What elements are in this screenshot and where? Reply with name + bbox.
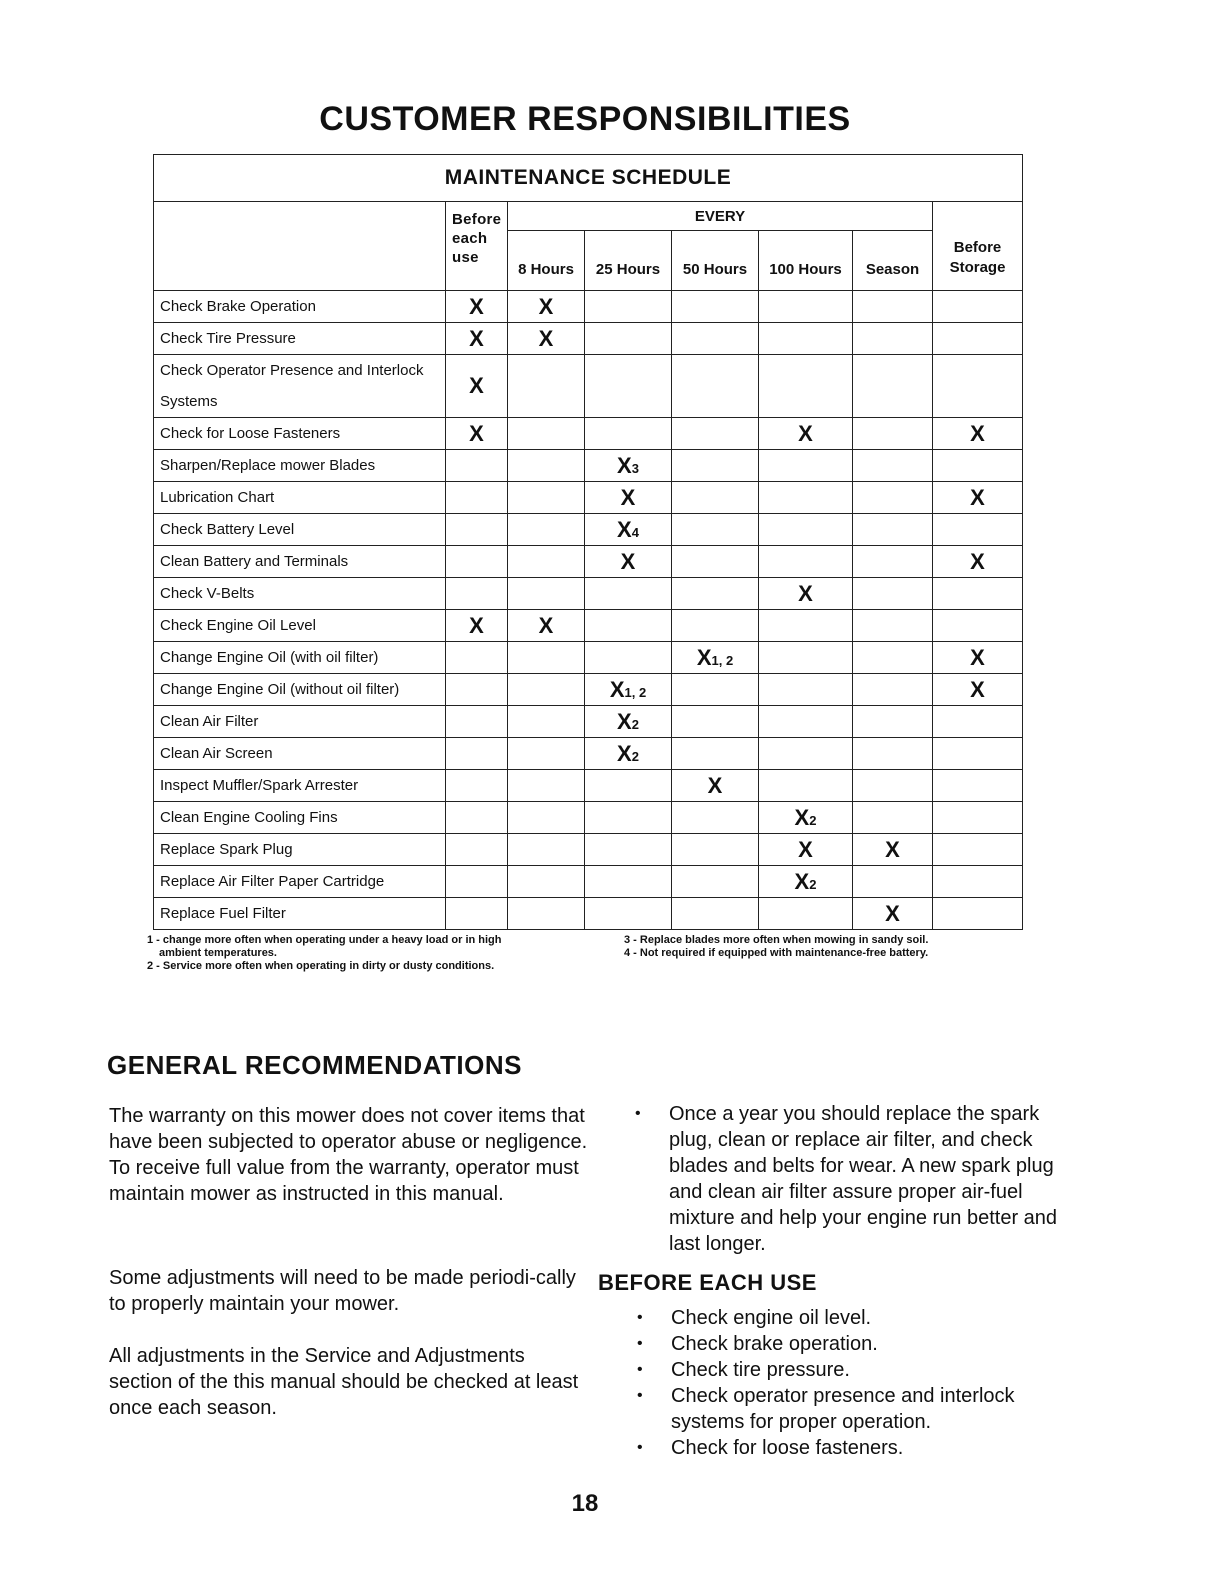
interval-header-25-hours: 25 Hours [585, 231, 672, 291]
schedule-mark [672, 610, 759, 642]
general-recommendations-heading: GENERAL RECOMMENDATIONS [107, 1050, 522, 1080]
task-name: Replace Air Filter Paper Cartridge [154, 866, 446, 898]
schedule-mark [853, 546, 933, 578]
footnote-1: 1 - change more often when operating under a heavy load or in high [147, 934, 502, 946]
maintenance-schedule-table [153, 154, 1022, 926]
schedule-mark [933, 706, 1023, 738]
schedule-mark [585, 770, 672, 802]
schedule-mark: X1, 2 [672, 642, 759, 674]
adjustments-paragraph: Some adjustments will need to be made periodi-cally to properly maintain your mower. [109, 1267, 576, 1315]
schedule-mark [672, 898, 759, 930]
schedule-mark [446, 450, 508, 482]
schedule-mark [853, 610, 933, 642]
schedule-mark [585, 802, 672, 834]
footnote-3: 3 - Replace blades more often when mowing in sandy soil. [624, 934, 929, 946]
before-each-use-header: Before each use [446, 202, 508, 291]
schedule-mark: X2 [585, 738, 672, 770]
schedule-row [154, 770, 1023, 802]
before-each-use-list [635, 1305, 1055, 1461]
schedule-mark [508, 866, 585, 898]
schedule-mark [672, 514, 759, 546]
task-name: Check Engine Oil Level [154, 610, 446, 642]
task-name: Check Operator Presence and Interlock Systems [154, 355, 446, 418]
schedule-mark [853, 291, 933, 323]
schedule-row [154, 866, 1023, 898]
schedule-mark [933, 738, 1023, 770]
schedule-mark [672, 674, 759, 706]
schedule-mark [759, 706, 853, 738]
yearly-recommendation: • Once a year you should replace the spark plug, clean or replace air filter, and check blades and belts for wear. A new spark plug and clean air filter assure proper air-fuel mixture and help your engine run better and last longer. [633, 1101, 1073, 1257]
schedule-row [154, 642, 1023, 674]
schedule-mark: X [446, 610, 508, 642]
schedule-row [154, 578, 1023, 610]
schedule-mark [672, 578, 759, 610]
checklist-item: • Check engine oil level. [635, 1305, 1055, 1331]
schedule-row [154, 802, 1023, 834]
schedule-mark: X [446, 323, 508, 355]
schedule-mark [933, 450, 1023, 482]
schedule-mark [759, 482, 853, 514]
schedule-mark: X [759, 578, 853, 610]
schedule-mark: X [446, 355, 508, 418]
schedule-mark [672, 323, 759, 355]
schedule-mark [672, 834, 759, 866]
task-name: Replace Fuel Filter [154, 898, 446, 930]
schedule-mark [759, 355, 853, 418]
schedule-mark: X [508, 610, 585, 642]
schedule-mark [853, 770, 933, 802]
schedule-mark [933, 291, 1023, 323]
schedule-mark [759, 546, 853, 578]
schedule-mark [759, 323, 853, 355]
schedule-mark [853, 450, 933, 482]
footnote-2: 2 - Service more often when operating in dirty or dusty conditions. [147, 960, 495, 972]
schedule-mark: X [933, 546, 1023, 578]
schedule-mark [585, 355, 672, 418]
schedule-row [154, 834, 1023, 866]
task-name: Clean Battery and Terminals [154, 546, 446, 578]
schedule-mark [672, 450, 759, 482]
checklist-item: • Check operator presence and interlock systems for proper operation. [635, 1383, 1055, 1435]
schedule-mark [508, 418, 585, 450]
schedule-mark [853, 418, 933, 450]
schedule-mark [585, 291, 672, 323]
schedule-mark [853, 514, 933, 546]
checklist-item: • Check brake operation. [635, 1331, 1055, 1357]
service-paragraph: All adjustments in the Service and Adjustments section of the this manual should be checked at least once each season. [109, 1345, 579, 1419]
schedule-mark [853, 642, 933, 674]
schedule-mark [853, 323, 933, 355]
schedule-mark [508, 738, 585, 770]
schedule-mark [672, 738, 759, 770]
schedule-mark [508, 706, 585, 738]
schedule-mark [853, 674, 933, 706]
schedule-mark: X4 [585, 514, 672, 546]
schedule-mark [585, 898, 672, 930]
every-header: EVERY [508, 202, 933, 231]
schedule-mark [933, 610, 1023, 642]
schedule-mark [933, 770, 1023, 802]
schedule-mark [446, 674, 508, 706]
schedule-mark [759, 674, 853, 706]
schedule-mark: X [853, 898, 933, 930]
schedule-mark [853, 355, 933, 418]
checklist-item: • Check tire pressure. [635, 1357, 1055, 1383]
schedule-row [154, 482, 1023, 514]
schedule-mark [672, 546, 759, 578]
task-name: Check V-Belts [154, 578, 446, 610]
schedule-mark [508, 578, 585, 610]
schedule-mark [585, 323, 672, 355]
schedule-mark: X [508, 323, 585, 355]
schedule-mark: X [933, 418, 1023, 450]
schedule-mark [446, 898, 508, 930]
schedule-mark: X2 [759, 866, 853, 898]
schedule-mark [446, 546, 508, 578]
schedule-mark: X [585, 546, 672, 578]
schedule-mark [508, 642, 585, 674]
schedule-row [154, 450, 1023, 482]
warranty-paragraph: The warranty on this mower does not cover items that have been subjected to operator abuse or negligence. To receive full value from the warranty, operator must maintain mower as instructed in this manual. [109, 1105, 588, 1205]
task-name: Clean Air Filter [154, 706, 446, 738]
schedule-mark [933, 834, 1023, 866]
schedule-mark [759, 450, 853, 482]
schedule-mark [446, 770, 508, 802]
schedule-mark [446, 578, 508, 610]
task-column-header [154, 202, 446, 291]
schedule-mark [446, 706, 508, 738]
schedule-mark [853, 578, 933, 610]
schedule-mark [508, 450, 585, 482]
schedule-mark: X [933, 642, 1023, 674]
schedule-row [154, 674, 1023, 706]
task-name: Lubrication Chart [154, 482, 446, 514]
schedule-mark [508, 674, 585, 706]
schedule-mark [672, 706, 759, 738]
schedule-mark [508, 802, 585, 834]
interval-header-season: Season [853, 231, 933, 291]
schedule-mark [672, 418, 759, 450]
task-name: Inspect Muffler/Spark Arrester [154, 770, 446, 802]
schedule-mark: X [446, 418, 508, 450]
schedule-mark [585, 866, 672, 898]
page-title: CUSTOMER RESPONSIBILITIES [319, 100, 851, 138]
schedule-mark: X [759, 834, 853, 866]
schedule-mark [508, 770, 585, 802]
schedule-mark [508, 482, 585, 514]
schedule-mark [759, 770, 853, 802]
schedule-mark [933, 323, 1023, 355]
schedule-mark: X [446, 291, 508, 323]
schedule-mark [672, 355, 759, 418]
schedule-mark [585, 610, 672, 642]
page-number: 18 [571, 1490, 599, 1517]
schedule-heading: MAINTENANCE SCHEDULE [154, 155, 1023, 202]
schedule-row [154, 355, 1023, 418]
schedule-mark [446, 866, 508, 898]
schedule-row [154, 546, 1023, 578]
schedule-mark [446, 802, 508, 834]
schedule-mark: X1, 2 [585, 674, 672, 706]
schedule-mark [933, 898, 1023, 930]
schedule-mark [759, 898, 853, 930]
schedule-mark [759, 514, 853, 546]
footnote-4: 4 - Not required if equipped with maintenance-free battery. [624, 947, 929, 959]
schedule-mark [933, 802, 1023, 834]
schedule-row [154, 610, 1023, 642]
schedule-mark [759, 291, 853, 323]
checklist-item: • Check for loose fasteners. [635, 1435, 1055, 1461]
schedule-mark [585, 578, 672, 610]
task-name: Change Engine Oil (without oil filter) [154, 674, 446, 706]
schedule-row [154, 514, 1023, 546]
schedule-mark [446, 642, 508, 674]
schedule-mark [933, 866, 1023, 898]
task-name: Check Battery Level [154, 514, 446, 546]
schedule-mark: X [933, 482, 1023, 514]
schedule-mark [508, 355, 585, 418]
schedule-mark [672, 482, 759, 514]
schedule-mark: X2 [759, 802, 853, 834]
task-name: Check Brake Operation [154, 291, 446, 323]
schedule-mark [508, 514, 585, 546]
schedule-mark: X [508, 291, 585, 323]
schedule-mark [672, 291, 759, 323]
schedule-row [154, 418, 1023, 450]
task-name: Replace Spark Plug [154, 834, 446, 866]
schedule-mark [446, 482, 508, 514]
schedule-mark: X2 [585, 706, 672, 738]
schedule-row [154, 323, 1023, 355]
task-name: Change Engine Oil (with oil filter) [154, 642, 446, 674]
schedule-row [154, 706, 1023, 738]
before-storage-header: Before Storage [933, 202, 1023, 291]
interval-header-50-hours: 50 Hours [672, 231, 759, 291]
footnote-1-continued: ambient temperatures. [159, 947, 277, 959]
schedule-row [154, 898, 1023, 930]
schedule-mark: X [759, 418, 853, 450]
schedule-mark [933, 355, 1023, 418]
interval-header-8-hours: 8 Hours [508, 231, 585, 291]
schedule-mark [508, 898, 585, 930]
schedule-mark [672, 866, 759, 898]
schedule-row [154, 738, 1023, 770]
schedule-mark: X [933, 674, 1023, 706]
schedule-mark [853, 866, 933, 898]
schedule-mark: X [853, 834, 933, 866]
schedule-mark [759, 738, 853, 770]
schedule-mark [933, 514, 1023, 546]
schedule-mark [853, 482, 933, 514]
task-name: Sharpen/Replace mower Blades [154, 450, 446, 482]
task-name: Check Tire Pressure [154, 323, 446, 355]
task-name: Clean Air Screen [154, 738, 446, 770]
schedule-mark: X3 [585, 450, 672, 482]
schedule-mark [585, 642, 672, 674]
task-name: Clean Engine Cooling Fins [154, 802, 446, 834]
schedule-mark [446, 834, 508, 866]
schedule-mark [759, 610, 853, 642]
yearly-list [633, 1101, 1073, 1257]
schedule-mark [933, 578, 1023, 610]
schedule-mark: X [585, 482, 672, 514]
schedule-mark: X [672, 770, 759, 802]
schedule-mark [759, 642, 853, 674]
task-name: Check for Loose Fasteners [154, 418, 446, 450]
schedule-mark [585, 418, 672, 450]
schedule-mark [508, 834, 585, 866]
schedule-mark [446, 514, 508, 546]
schedule-row [154, 291, 1023, 323]
schedule-mark [585, 834, 672, 866]
schedule-mark [672, 802, 759, 834]
schedule-mark [508, 546, 585, 578]
interval-header-100-hours: 100 Hours [759, 231, 853, 291]
before-each-use-heading: BEFORE EACH USE [598, 1270, 817, 1295]
schedule-mark [853, 738, 933, 770]
schedule-mark [853, 802, 933, 834]
schedule-mark [446, 738, 508, 770]
schedule-mark [853, 706, 933, 738]
